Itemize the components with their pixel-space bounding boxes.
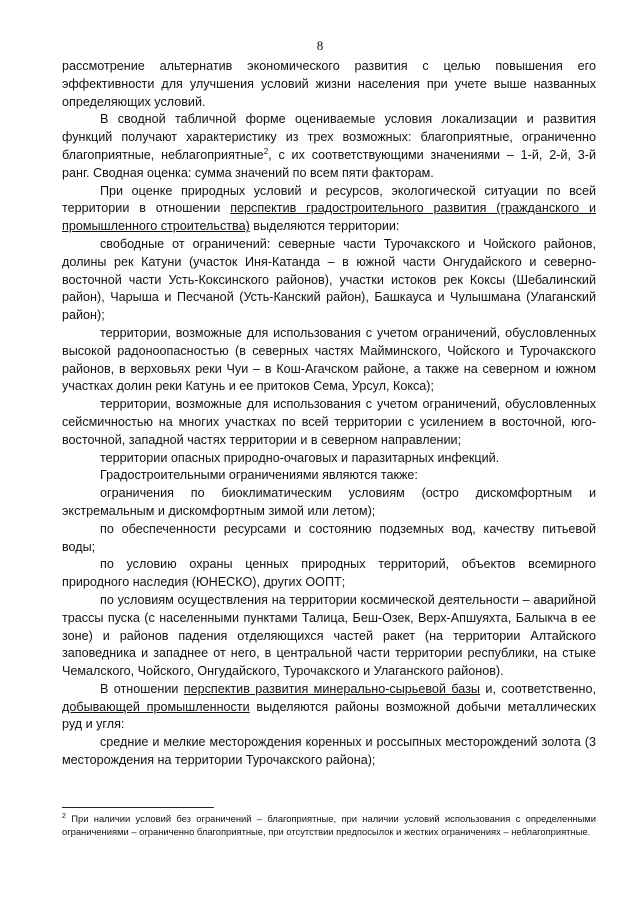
paragraph-6 (62, 396, 596, 449)
paragraph-text: территории, возможные для использования с учетом ограничений, обусловленных сейсмичностью на многих участках по всей территории с усилением в восточной, юго-восточной, западной частях территории и в северном направлении; (62, 397, 596, 447)
paragraph-1 (62, 58, 596, 111)
paragraph-text: по условиям осуществления на территории космической деятельности – аварийной трассы пуска (с населенными пунктами Талица, Беш-Озек, Верх-Апшуяхта, Балыкча в ее зоне) и районов падения отделяющихся частей ракет (на территории Алтайского заповедника и западнее от него, в центральной части территории республики, на стыке Чемалского, Чойского, Онгудайского, Турочакского и Улаганского районов). (62, 592, 596, 679)
footnote-divider (62, 807, 214, 808)
paragraph-text: Градостроительными ограничениями являются также: (100, 468, 418, 483)
paragraph-text: В сводной табличной форме оцениваемые условия локализации и развития функций получают характеристику из трех возможных: благоприятные, ограниченно благоприятные, неблагоприятные (62, 112, 596, 162)
body-text (62, 58, 596, 770)
paragraph-text: по условию охраны ценных природных территорий, объектов всемирного природного наследия (ЮНЕСКО), других ООПТ; (62, 557, 596, 590)
paragraph-9 (62, 485, 596, 521)
paragraph-7 (62, 450, 596, 468)
paragraph-14 (62, 734, 596, 770)
underlined-term-mining-industry: добывающей промышленности (62, 699, 250, 714)
paragraph-3 (62, 183, 596, 236)
footnote-marker: 2 (62, 812, 66, 820)
footnote (62, 813, 596, 838)
paragraph-text: средние и мелкие месторождения коренных и россыпных месторождений золота (3 месторождения на территории Турочакского района); (62, 735, 596, 768)
paragraph-text: территории, возможные для использования с учетом ограничений, обусловленных высокой радоноопасностью (в северных частях Майминского, Чойского и Турочакского районов, в верховьях реки Чуи – в Кош-Агачском районе, а также на северном и южном участках долин реки Катунь и ее притоков Сема, Урсул, Кокса); (62, 325, 596, 394)
paragraph-text: выделяются территории: (249, 219, 400, 234)
footnote-text: При наличии условий без ограничений – благоприятные, при наличии условий использования с определенными ограничениями – ограниченно благоприятные, при отсутствии предпосылок и жестких ограничениях – неблагоприятные. (62, 813, 596, 837)
paragraph-text: по обеспеченности ресурсами и состоянию подземных вод, качеству питьевой воды; (62, 521, 596, 554)
paragraph-12 (62, 592, 596, 681)
paragraph-text: территории опасных природно-очаговых и паразитарных инфекций. (100, 450, 500, 465)
paragraph-8 (62, 467, 596, 485)
paragraph-text: При оценке природных условий и ресурсов, экологической ситуации по всей территории в отношении (62, 183, 596, 216)
paragraph-2 (62, 111, 596, 182)
underlined-term-urban-development: перспектив градостроительного развития (гражданского и промышленного строительства) (62, 201, 596, 234)
footnote-reference[interactable]: 2 (263, 146, 269, 156)
paragraph-text: выделяются районы возможной добычи металлических руд и угля: (62, 699, 596, 732)
paragraph-text: В отношении (100, 681, 184, 696)
paragraph-text: рассмотрение альтернатив экономического развития с целью повышения его эффективности для улучшения условий жизни населения при учете выше названных определяющих условий. (62, 59, 596, 109)
paragraph-5 (62, 325, 596, 396)
paragraph-text: и, соответственно, (479, 681, 597, 696)
underlined-term-mineral-base: перспектив развития минерально-сырьевой базы (183, 681, 480, 696)
page-number: 8 (316, 38, 324, 53)
paragraph-13 (62, 681, 596, 734)
paragraph-11 (62, 556, 596, 592)
paragraph-10 (62, 521, 596, 557)
paragraph-text: , с их соответствующими значениями – 1-й, 2-й, 3-й ранг. Сводная оценка: сумма значений по всем пяти факторам. (62, 147, 596, 180)
paragraph-text: свободные от ограничений: северные части Турочакского и Чойского районов, долины рек Катуни (участок Иня-Катанда – в южной части Онгудайского и северно-восточной части Усть-Коксинского районов), участки истоков рек Коксы (Шебалинский район), Чарыша и Песчаной (Усть-Канский район), Башкауса и Чулышмана (Улаганский район); (62, 236, 596, 323)
paragraph-4 (62, 236, 596, 325)
paragraph-text: ограничения по биоклиматическим условиям (остро дискомфортным и экстремальным и дискомфортным зимой или летом); (62, 486, 596, 518)
